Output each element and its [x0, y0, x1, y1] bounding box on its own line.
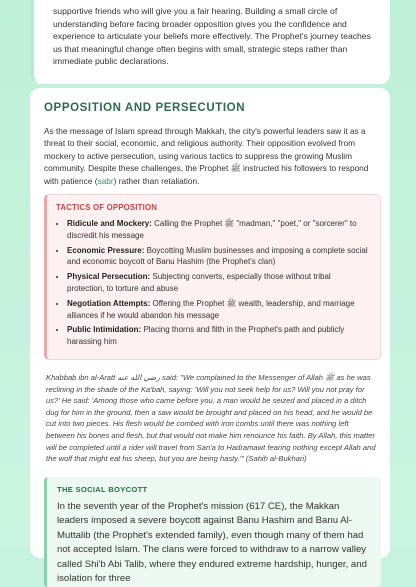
- tactic-term: Physical Persecution:: [67, 272, 151, 282]
- tactic-desc: Boycotting Muslim businesses and imposing a complete social and economic boycott of Banu Hashim (the Prophet's clan): [67, 245, 368, 267]
- previous-section-text: supportive friends who will give you a fair hearing. Building a small circle of understanding before facing broader opposition gives you the confidence and experience to articulate your beliefs more effectively. The Prophet's journey teaches us that meaningful change often begins with small, strategic steps rather than immediate public declarations.: [53, 6, 371, 66]
- tactics-box: [44, 194, 381, 360]
- section-title: OPPOSITION AND PERSECUTION: [44, 102, 246, 114]
- sabr-highlight: sabr: [97, 175, 114, 186]
- section-intro: [44, 125, 378, 187]
- tactic-item: [67, 218, 370, 242]
- social-boycott-box: [44, 477, 381, 587]
- tactics-title: TACTICS OF OPPOSITION: [56, 203, 158, 213]
- tactic-term: Public Intimidation:: [67, 325, 142, 335]
- tactic-term: Ridicule and Mockery:: [67, 219, 152, 229]
- previous-section-card: [30, 0, 390, 84]
- tactic-desc: Placing thorns and filth in the Prophet's path and publicly harassing him: [67, 325, 345, 347]
- boycott-title: THE SOCIAL BOYCOTT: [57, 484, 148, 494]
- tactic-desc: Calling the Prophet ﷺ "madman," "poet," or "sorcerer" to discredit his message: [67, 219, 357, 240]
- intro-text-end: ) rather than retaliation.: [113, 175, 200, 186]
- tactic-item: [67, 298, 370, 322]
- tactic-item: [67, 324, 370, 348]
- hadith-quote: Khabbab ibn al-Aratt رضي الله عنه said: "We complained to the Messenger of Allah ﷺ as he was reclining in the shade of the Ka'bah, saying: 'Will you not seek help for us? Will you not pray for us?' He said: 'Among those who came before you, a man would be seized and placed in a ditch dug for him in the ground, then a saw would be brought and placed on his head, and he would be cut into two pieces. His flesh would be combed with iron combs until there was nothing left between his bones and flesh, but that would not make him renounce his faith. By Allah, this matter will be completed until a rider will travel from San'a to Hadramawt fearing nothing except Allah and the wolf that might eat his sheep, but you are being hasty.'" (Sahih al-Bukhari): [46, 373, 376, 464]
- tactic-item: [67, 271, 370, 295]
- tactics-list: [56, 218, 370, 348]
- tactic-term: Economic Pressure:: [67, 245, 145, 255]
- tactic-desc: Subjecting converts, especially those without tribal protection, to torture and abuse: [67, 272, 331, 294]
- opposition-section-card: [30, 88, 390, 585]
- tactic-desc: Offering the Prophet ﷺ wealth, leadership, and marriage alliances if he would abandon his message: [67, 298, 355, 320]
- boycott-text: In the seventh year of the Prophet's mission (617 CE), the Makkan leaders imposed a severe boycott against Banu Hashim and Banu Al-Muttalib (the Prophet's extended family), even though many of them had not accepted Islam. The clans were forced to withdraw to a narrow valley called Shi'b Abi Talib, where they endured extreme hardship, hunger, and isolation for three: [57, 500, 367, 585]
- intro-text-start: As the message of Islam spread through Makkah, the city's powerful leaders saw it as a threat to their social, economic, and religious authority. Their opposition evolved from mockery to active persecution, using various tactics to suppress the growing Muslim community. Despite these challenges, the Prophet ﷺ instructed his followers to respond with patience (: [44, 126, 369, 186]
- tactic-term: Negotiation Attempts:: [67, 298, 151, 308]
- tactic-item: [67, 245, 370, 269]
